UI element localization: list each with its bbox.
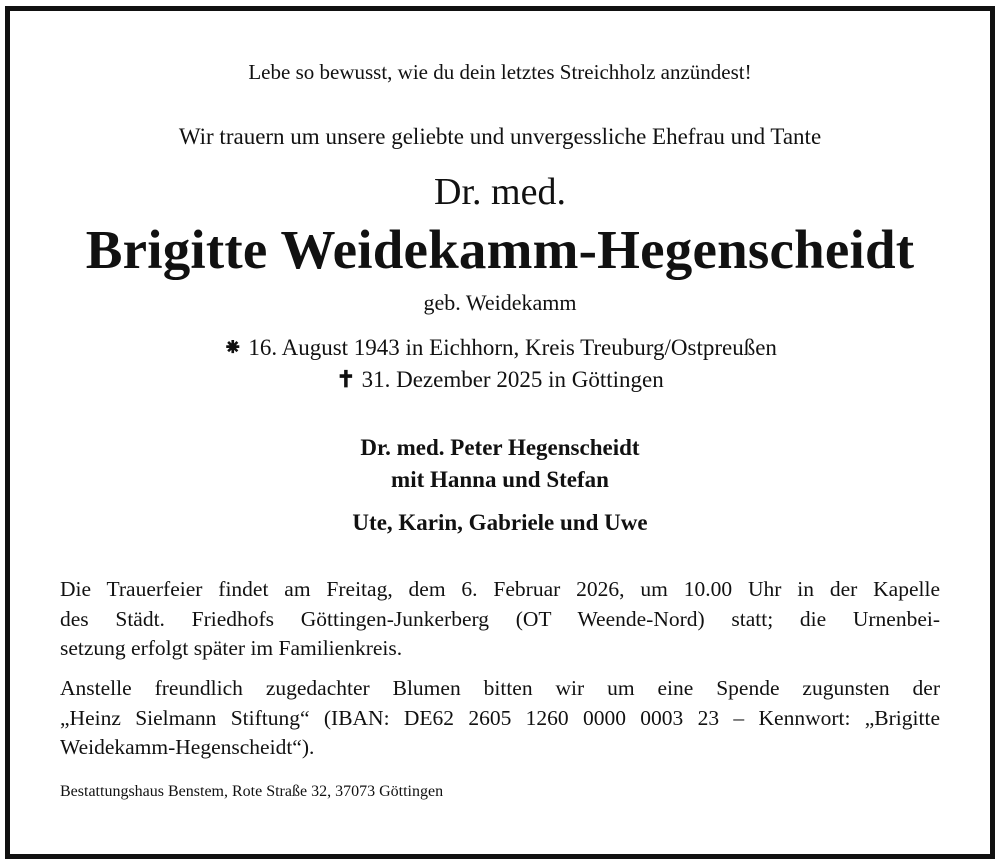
funeral-line: Die Trauerfeier findet am Freitag, dem 6. Februar 2026, um 10.00 Uhr in der Kapelle	[60, 577, 940, 601]
funeral-line: setzung erfolgt später im Familienkreis.	[60, 636, 403, 660]
intro-line: Wir trauern um unsere geliebte und unvergessliche Ehefrau und Tante	[178, 124, 822, 149]
death-details: 31. Dezember 2025 in Göttingen	[361, 367, 664, 392]
mourner-secondary: mit Hanna und Stefan	[391, 467, 609, 492]
funeral-line: des Städt. Friedhofs Göttingen-Junkerberg (OT Weende-Nord) statt; die Urnenbei-	[60, 606, 940, 631]
mourner-relatives: Ute, Karin, Gabriele und Uwe	[352, 510, 648, 535]
motto: Lebe so bewusst, wie du dein letztes Streichholz anzündest!	[248, 60, 752, 84]
birth-details: 16. August 1943 in Eichhorn, Kreis Treuburg/Ostpreußen	[248, 335, 777, 360]
mourner-primary: Dr. med. Peter Hegenscheidt	[360, 435, 640, 460]
donation-paragraph	[60, 674, 940, 763]
death-cross-icon: ✝	[336, 367, 356, 392]
donation-line: Weidekamm-Hegenscheidt“).	[60, 735, 315, 759]
academic-title: Dr. med.	[434, 171, 566, 213]
funeral-paragraph	[60, 575, 940, 664]
birth-name: geb. Weidekamm	[423, 290, 577, 315]
birth-star-icon: ⁕	[223, 335, 243, 360]
donation-line: „Heinz Sielmann Stiftung“ (IBAN: DE62 2605 1260 0000 0003 23 – Kennwort: „Brigitte	[60, 705, 940, 730]
funeral-home-footer: Bestattungshaus Benstem, Rote Straße 32, 37073 Göttingen	[60, 783, 444, 800]
deceased-name: Brigitte Weidekamm-Hegenscheidt	[85, 219, 915, 280]
donation-line: Anstelle freundlich zugedachter Blumen bitten wir um eine Spende zugunsten der	[60, 676, 940, 700]
birth-line	[0, 335, 1000, 361]
death-line	[0, 367, 1000, 393]
